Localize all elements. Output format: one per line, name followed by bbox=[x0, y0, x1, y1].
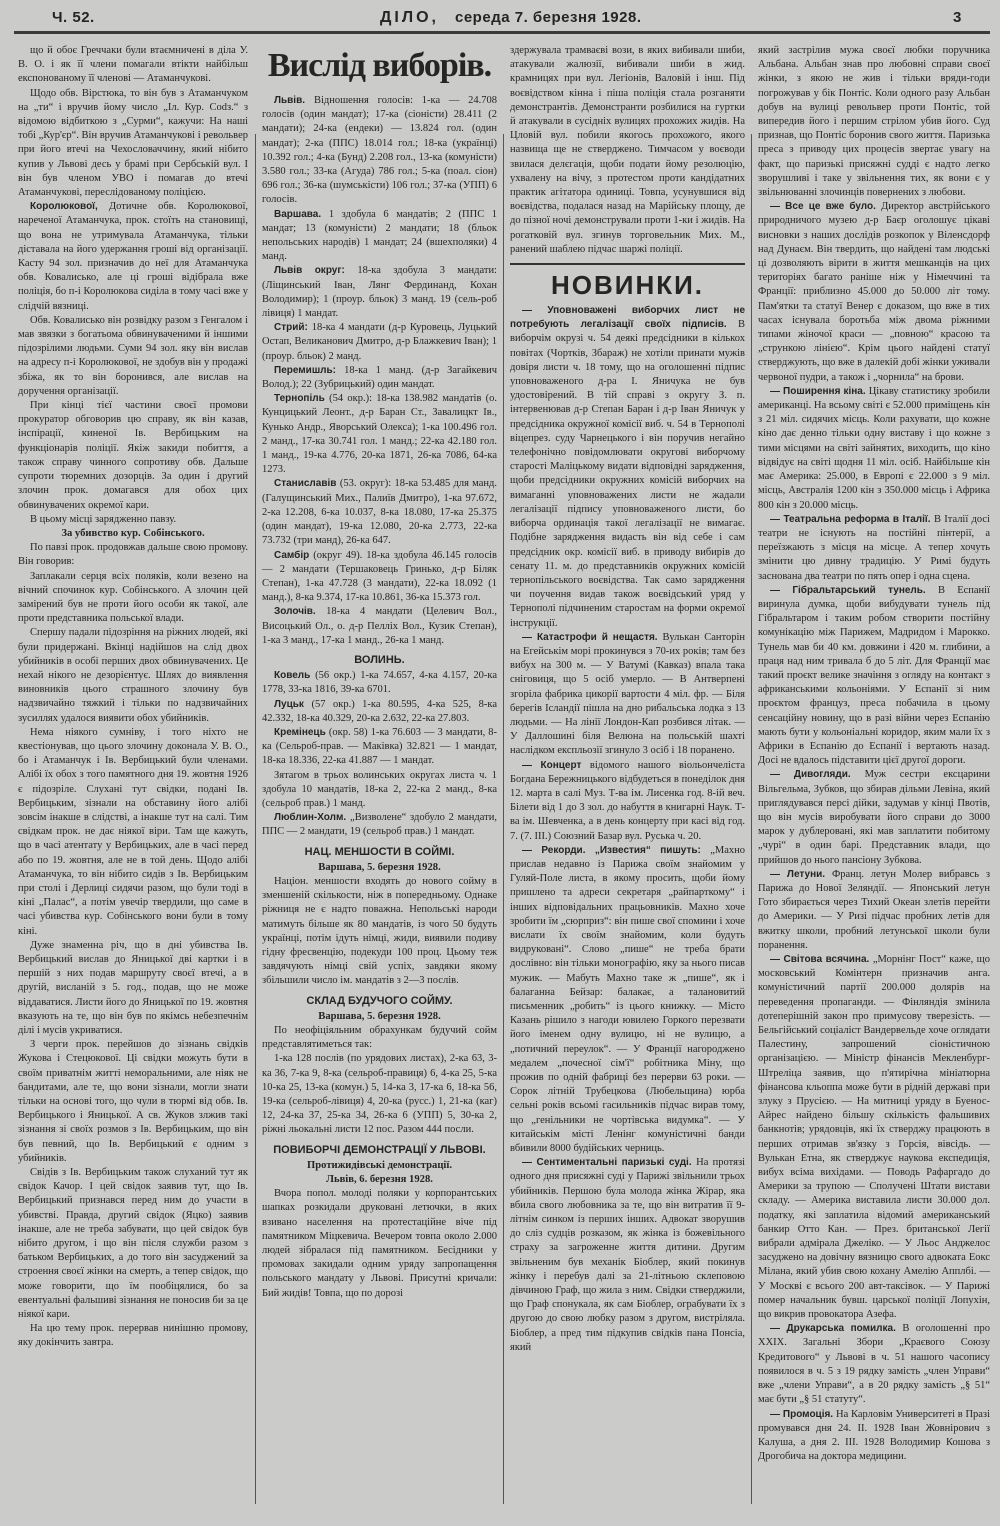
paragraph: По неофіціяльним обрахункам будучий сойм представлятиметься так: bbox=[262, 1025, 497, 1051]
paragraph-lead: Ковель bbox=[274, 670, 316, 682]
paragraph: — Сентиментальні паризькі суді. На протязі одного дня присяжні суді у Парижі звільнили трьох убийників. Першою була молода жінка Жірар, яка вбила свого любовника за те, що він витратив її 9-літнім синком із перших інших. Адвокат зворушив до сліз судців розказом, як жінка із божевільного страху за загроженне життя дитини. Другим звільненим був механік Біоблер, який покинув жінку і перебув далі за 21-літньою склеповою дівчиною Граф, що жила з ним. Свідки стверджили, що Граф спонукала, як сам Біоблер, ограбувати їх з другою до свою любку разом з другом, вистріляла. Біоблер, a пред тим підкупив свідків пана Понсіа, який bbox=[510, 1157, 746, 1353]
paragraph-lead: Луцьк bbox=[274, 698, 312, 710]
paragraph-lead: — Гібральтарський тунель. bbox=[770, 584, 939, 596]
article-heading: ПОВИБОРЧІ ДЕМОНСТРАЦІЇ У ЛЬВОВІ. bbox=[273, 1143, 486, 1156]
paragraph: — Світова всячина. „Морнінг Пост“ каже, що московський Комінтерн призначив анга. комуністичний партії 200.000 долярів на переведення пропаганди. — Фінляндія змінила дотеперішній закон про примусову тверезість. — Бельгійський соціаліст Вандервельде хоче оглядати Палестину, запрошений сіоністичною організацією. — Міністр фінансів Мекленбург-Штреліца заявив, що п'ятирічна мініатюрна фінансова кльоппа може бути в рідній державі при злуку з Прусією. — На митниці уряду в Буенос-Айрес найдено більшу скількість фальшивих банкнотів; урядовців, які їх стверджу працюють в перших отримав зв'язку з Горсія, вівсідь. — Вулькан Етна, як стверджує наукова експедиція, вибух всіма вихідами. — Поводь Рафаргадо до Америки за трупою — Сполучені Штати вистави складу. — Америка виставила листи 30.000 дол. податку, які заплатила відомий американський банкир Отто Кан. — През. британської Легії вибрали адмірала Джеліко. — У Льос Анджелос засуджено на довічну вязницю свого адвоката Еокс Мілана, який убив свою кохану Амелію Апплбі. — У Москві є всього 200 авт-таксівок. — У Парижі помер начальник бувш. царської поліції Лопухін, що викрив провокатора Азефа. bbox=[758, 954, 991, 1321]
paragraph-lead: Кремінець bbox=[274, 726, 329, 738]
paragraph: здержувала трамваєві вози, в яких вибивали шиби, атакували жалюзії, вибивали шиби в жид. крамницях при вул. Легіонів, Валовій і інш. Під воєвідством кінна і піша поліція стала розганяти демонстрантів. Демонстранти розбилися на гуртки й атакували в сусідніх вулицях прохожих жидів. На Цловій вул. побили якогось прохожого, якого назвища ще не стверджено. Тимчасом у воєводи звилася делєгація, щоби подати йому резолюцію, ухвалену на вічу, з протестом проти кандідатних практик агітатора одиниці. Товпа, усунувшися від воєвідства, подалася назад на Марійську площу, де до пізної ночі демонстрували проти 1-ки і жидів. На рогатковій вул. згинув торговельник Мих. М., ранений шаблею підчас шаржі поліції. bbox=[510, 45, 745, 255]
paragraph: Луцьк (57 окр.) 1-ка 80.595, 4-ка 525, 8-ка 42.332, 18-ка 40.329, 20-ка 2.632, 22-ка 27.803. bbox=[262, 698, 497, 724]
paragraph: — Поширення кіна. Цікаву статистику зробили американці. На всьому світі є 52.000 приміщень кін з 21 міл. сидячих місць. Коли рахувати, що кожне кіно дає денно тільки одну виставу і що кожне з тими місцями на світі зайнятих, виходить, що кіно відвідує на світі щодня 11 міл. осіб. Найбільше кін має Америка: 25.000, в Европі є 22.000 з 9 міл. місць, Австралія 1200 кін з 350.000 місць і Африка 800 кін з 20.000 місць. bbox=[758, 385, 990, 511]
paragraph: — Дивогляди. Муж сестри ексцарини Вільгельма, Зубков, що збирав дільми Левіна, який приглядувався персі дійки, задумав у кінці Пвотів, що він мусів виробувати його справи до 3000 марок у дублеровані, які мав заплатити побитому „чурі“ в один барі. Представник влади, що прийшов до нього пансіону Зубкова. bbox=[758, 769, 990, 866]
article-subheading: Варшава, 5. березня 1928. bbox=[318, 861, 441, 873]
paragraph-lead: — Промоція. bbox=[770, 1408, 836, 1420]
article-subheading: Варшава, 5. березня 1928. bbox=[318, 1010, 441, 1022]
paragraph-lead: Станиславів bbox=[274, 478, 340, 490]
paragraph-lead: — Дивогляди. bbox=[770, 769, 865, 781]
paragraph: На цю тему прок. перервав нинішню промову, яку докінчить завтра. bbox=[18, 1323, 248, 1349]
paragraph: — Рекорди. „Известия“ пишуть: „Махно прислав недавно із Парижа своїм знайомим у Гуляй-Поле листа, в якому просить, щоби йому пришлено та адреси секретаря „райпарткому“ і інших відповідальних працьовників. Махно хоче зробити їм „сюрприз“: він пише свої спомини і хоче вислати їх своїм знайомим, коли будуть видруковані“. Слово „пише“ не треба брати дослівно: він тільки монографію, яку за нього писав мужик. — Мабуть Махно таке ж „пише“, як і балаганна Бейзар: балакає, а талановитий письменник „робить“ із цього книжку. — Місто Казань рішило з нагоди ювилею Горкого перезвати його іменем одну вулицю, ні не вулицю, а „потичний переулок“. — У Франції нагороджено медалем „почесної сім'ї“ робітника Міну, що прожив по одній фабриці без перерви 63 роки. — Сорок літній Трубецкова (Любельщина) юрба сельні років всьомі гасильників підчас вирав тому, що „генільники не чортівська видумка“. — У китайськім місті Ленінг комуністичні банди вбивили 8000 будійських черниць. bbox=[510, 844, 745, 1155]
paragraph: Вчора попол. молоді поляки у корпорантських шапках розкидали друковані летючки, в яких взивано населення на протестаційне віче під памятником Міцкевича. Вечером товпа около 2.000 людей зібралася під памятником. Бесідники у промовах закидали одним уряду запропащення польського мандату у Львові. Присутні кричали: Бий жидів! Товпа, що по дорозі bbox=[262, 1188, 497, 1299]
paragraph-lead: — Концерт bbox=[522, 759, 590, 771]
paragraph: Львів. Відношення голосів: 1-ка — 24.708 голосів (один мандат); 17-ка (сіоністи) 28.411 (2 мандати); 24-ка (ендеки) — 13.824 гол. (один мандат); 2-ка (ППС) 18.014 гол.; 18-ка (українці) 10.392 гол.; 4-ка (Бунд) 2.208 гол., 13-ка (комуністи) 3.580 гол.; 33-ка (Агуда) 786 гол.; 5-ка (поал. сіон) 696 гол.; 36-ка (шумськісти) 106 гол.; 37-ка (УПП) 6 голосів. bbox=[262, 95, 498, 206]
paragraph-lead: — Світова всячина. bbox=[770, 954, 873, 965]
paragraph: Кремінець (окр. 58) 1-ка 76.603 — 3 мандати, 8-ка (Сельроб-прав. — Маківка) 32.821 — 1 мандат, 18-ка 18.336, 22-ка 41.887 — 1 мандат. bbox=[262, 726, 497, 767]
page-number: 3 bbox=[953, 9, 962, 26]
paragraph: — Промоція. На Карловім Университеті в Празі промувався дня 24. II. 1928 Іван Жовнірович з Калуша, а дня 2. III. 1928 Володимир Кошова з Дрогобича на доктора медицини. bbox=[758, 1408, 990, 1463]
paragraph: Тернопіль (54 окр.): 18-ка 138.982 мандатів (о. Кунцицький Леонт., д-р Баран Ст., Завалицкт Ів., Кунько Андр., Яворський Олекса); 1-ка 100.496 гол. 2 манд., 17-ка 30.741 гол. 1 манд.; 22-ка 42.180 гол. 1 манд., 19-ка 4.776, 20-ка 1871, 26-ка 7086, 64-ка 1273. bbox=[262, 393, 497, 476]
section-headline: НОВИНКИ. bbox=[510, 263, 745, 301]
article-heading: СКЛАД БУДУЧОГО СОЙМУ. bbox=[306, 994, 453, 1007]
paragraph: — Все це вже було. Директор австрійського природничого музею д-р Баєр оголошує цікаві висновки з наших дослідів розкопок у Віленсдорф над Дунаєм. Він твердить, що найдені там людські ці дозволяють вірити в життя мешканців на цих територіях багато раніше ніж у Німеччині та Франції: приблизно 45.000 до 50.000 літ тому. Пам'ятки та статуї Венер є доказом, що вже в тих часах існувала боротьба між двома ріжними типами жіночої краси — „повною“ красою та „стрункою лінією“. Крім цього найдені статуї стверджують, що вже в далекій добі жінки уживали червоної пудри, а також і „чорнила“ на брови. bbox=[758, 201, 991, 383]
paragraph-lead: Королюкової, bbox=[30, 201, 109, 213]
column-1 bbox=[18, 44, 248, 1351]
paragraph: Дуже знаменна річ, що в дні убивства Ів. Вербицький вислав до Яницької дві картки і в першій з них подав маршруту своєї втечі, а в другій, висланій з 5. год., подав, що не може віддаватися. Листи його до Яницької по 19. жовтня вказують на те, що він був по якімсь небезпечнім ділі і мусів укриватися. bbox=[18, 939, 248, 1037]
paragraph: Обв. Ковалисько він розвідку разом з Генгалом і мав звязки з богатьома обвинуваченими й іншими підозрілими людьми. Суми 94 зол. яку він вислав на адресу п-і Королюкової, не здобув він у продажі збіжа, як то він боронився, але вислав на доручення організації. bbox=[18, 314, 248, 397]
paragraph: — Катастрофи й нещастя. Вулькан Санторін на Егейськім морі прокинувся з 70-их років; там без вибух на 300 м. — У Ватумі (Кавказ) впала така сніговиця, що 5 осіб умерло. — В Антверпені згоріла фабрика цикорії вартости 4 міл. фр. — Біля берегів Ісландії пішла на дно рибальська лодка з 13 людьми. — На лінії Лондон-Кап розбився літак. — У Даллошині біля Велюна на польській шахті наслідком експльозії згинуло 3 осіб і 18 поранено. bbox=[510, 631, 745, 757]
paragraph: З черги прок. перейшов до зізнань свідків Жукова і Стецюкової. Ці свідки можуть бути в своїм приватнім житті неморальними, але ніяк не бандитами, але те, що вони зізнали, могли знати тільки на основі того, що чули в тюрмі від обв. Ів. Вербицького і Яницької. А св. Жуков злжив такі зізнання зі своїх розмов з Ів. Вербицьким, що він був певний, що Ів. Вербицький є одним з убийників. bbox=[18, 1039, 248, 1164]
column-divider bbox=[503, 134, 504, 1504]
paragraph-lead: Тернопіль bbox=[274, 393, 330, 405]
paragraph: Нема ніякого сумніву, і того ніхто не квестіонував, що цього злочину доконала У. В. О., бо і Атаманчук і Ів. Вербицький були членами. Алібі їх обох з того памятного дня 19. жовтня 1926 є підозріле. Слухані тут свідки, подані Ів. Вербицьким, зізнали на обставину його алібі зовсім інакше в слідстві, а інакше тут на салі. Тим свідкам прок. не дає ніякої віри. Там ще кажуть, що в часі атентату у Вербицьких, але в часі перед або по 19. жовтня, але не в той день. Щодо алібі Атаманчука, то він нібито сидів з Ів. Вербицьким при столі і Дерлиці сидячи разом, що були тоді в кіні „Палас“, а потім увечір твердили, що саме в часі убивства кур. Собінського вони були в тому кіні. bbox=[18, 726, 248, 937]
paragraph-lead: — Поширення кіна. bbox=[770, 385, 869, 397]
paragraph: — Друкарська помилка. В оголошенні про XXIX. Загальні Збори „Краєвого Союзу Кредитового“ у Львові в ч. 51 нашого часопису появилося в ч. 5 з 19 рядку замість „член Управи“ вже „члени Управи“, а в 20 рядку замість „§ 51“ має бути „§ 51 статуту“. bbox=[758, 1323, 990, 1406]
paragraph: Золочів. 18-ка 4 мандати (Целевич Вол., Висоцький Ол., о. д-р Пелліх Вол., Кузик Степан), 1-ка 3 манд., 17-ка 1 манд., 26-ка 1 манд. bbox=[262, 606, 497, 646]
paragraph-lead: — Летуни. bbox=[770, 868, 832, 880]
issue-date: середа 7. березня 1928. bbox=[455, 9, 642, 26]
paragraph: Спершу падали підозріння на ріжних людей, які були придержані. Вкінці надійшов на слід двох убийників в особі перших двох обвинувачених. Це нехай нікого не дезорієнтує. Шлях до виявлення виновників цього страшного злочину був надзвичайно тяжкий і тільки по надзвичайних зусиллях удалося виявити обох убийників. bbox=[18, 627, 248, 724]
newspaper-title: ДІЛО, bbox=[380, 9, 439, 26]
paragraph-lead: — Катастрофи й нещастя. bbox=[522, 631, 663, 643]
paragraph-lead: Золочів. bbox=[274, 606, 327, 618]
paragraph: Самбір (округ 49). 18-ка здобула 46.145 голосів — 2 мандати (Тершаковець Гринько, д-р Біляк Степан), 1-ка 47.728 (3 мандати), 22-ка 18.092 (1 манд.), 8-ка 9.374, 17-ка 10.861, 36-ка 15.373 гол. bbox=[262, 549, 497, 604]
paragraph: Свідів з Ів. Вербицьким також слуханий тут як свідок Качор. І цей свідок заявив тут, що Ів. Вербицький признався перед ним до участи в убивстві. Правда, другий свідок (Яцко) заявив інакше, але не треба забувати, що цей свідок був нібито другом, і що він після служби разом з батьком Вербицьких, а до того він засуджений за строення своєї жінки на смерть, а тепер свідок, що може говорити, що їм пообіцялися, бо за евентуальні фальшиві зізнання не поносив би за це ніякої кари. bbox=[18, 1167, 248, 1321]
article-subheading: Львів, 6. березня 1928. bbox=[326, 1174, 433, 1186]
paragraph: — Концерт відомого нашого віольончеліста Богдана Бережницького відбудеться в понеділок дня 12. марта в салі Муз. Т-ва ім. Лисенка год. 8-ій веч. Білети від 1 до 3 зол. до набуття в книгарні Наук. Т-ва ім. Шевченка, а в день концерту при касі від год. 7. (7. III.) Союзний Базар вул. Руська ч. 20. bbox=[510, 759, 745, 842]
paragraph-lead: Варшава. bbox=[274, 208, 329, 220]
paragraph: Націон. меншости входять до нового сойму в зменшеній скількости, ніж в попередньому. Однаке ріжниця не є надто поважна. Непольські народи матимуть більше як 80 мандатів, із чого 50 будуть українці, потім ідуть німці, жиди, виявили подиву гідну фресвенцію, подекуди 100 проц. Цьому теж завдячують німці свій успіх, завдяки якому збільшили число ім. мандатів з 2—3 послів. bbox=[262, 875, 497, 987]
paragraph: Заплакали серця всіх поляків, коли везено на вічний спочинок кур. Собінського. А злочин цей замірений був не проти його особи як такої, але проти представника польської влади. bbox=[18, 570, 248, 625]
column-divider bbox=[255, 134, 256, 1504]
paragraph: Щодо обв. Вірстюка, то він був з Атаманчуком на „ти“ і вручив йому число „Іл. Кур. Codз.“ з відомою відбиткою з „Сурми“, кажучи: На наші тобі „Кур'єр“. Він вручив Атаманчукові і револьвер при його втечі на Чехословаччину, який нібито купив у Львові десь у брамі при Сербській вул. І він був членом УВО і помагав до втечі Атаманчукові, переслідованому поліцією. bbox=[18, 87, 248, 199]
paragraph: — Уповноважені виборчих лист не потребують легалізації своїх підписів. В виборчім окрузі ч. 54 деякі предсідники в кількох повітах (Чортків, Збараж) не хотіли принати мужів довіря листи ч. 18 тому, що на оголошенні підпис уповноваженого д-ра І. Яничука не був удостовірений. В тій справі з округу З. п. інтервенював д-р Степан Баран і д-р Іван Яничук у предсідника окружної комісії виб. ч. 54 в Тернополі віцепрез. суду Чарнецького і він поручив негайно телефонічно повідомлювати округові виборчому старості Маліцькому видати відповідні зарядження, щоби предсідники окружних комісій виборчих на вимаганні уповноважених листи не жадали легалізації підпису уповноваженого листи, бо виборча ординація такої легалізації не вимагає. Подібне зарядження видасть він від себе і сам предсідник окр. комісії виб. в приводу вибирів до сенату 11. м. до представників окружних комісій тернопільського воєвідства. Так само зарядження чи поучення видав також воєвідський уряд у Тернополі підчиненим старостам на форми окремої інструкції. bbox=[510, 305, 745, 629]
paragraph: Станиславів (53. округ): 18-ка 53.485 для манд. (Галущинський Мих., Палиїв Дмитро), 1-ка 97.672, 2-ка 12.208, 6-ка 10.037, 8-ка 18.080, 17-ка 25.375 (один мандат), 19-ка 12.080, 20-ка 2.773, 22-ка 73.732 (три манд), 26-ка 647. bbox=[262, 478, 498, 547]
paragraph: Королюкової, Дотичне обв. Королюкової, нареченої Атаманчука, прок. стоїть на становищі, що вона не утримувала Атаманчука, тільки діставала на його удержання гроші від організації. Касту 94 зол. призначив до неї для Атаманчука обв. Ковалисько, але ці гроші відібрала вже поліція, бо п-і Королюкова сиділа в тому часі вже у слідчій вязниці. bbox=[18, 201, 248, 312]
paragraph: Львів округ: 18-ка здобула 3 мандати: (Ліщинський Іван, Лянг Фердинанд, Кохан Володимир); 1 (проур. бльок) 3 манд. 19 (сель-роб лівиця) 1 мандат. bbox=[262, 265, 497, 320]
paragraph-lead: Стрий: bbox=[274, 322, 312, 334]
paragraph: Люблин-Холм. „Визволене“ здобуло 2 мандати, ППС — 2 мандати, 19 (сельроб прав.) 1 мандат. bbox=[262, 812, 497, 838]
paragraph: Стрий: 18-ка 4 мандати (д-р Куровець, Луцький Остап, Великанович Дмитро, д-р Блажкевич Іван); 1 (проур. бльок) 2 манд. bbox=[262, 322, 497, 362]
paragraph: В цьому місці зарядженно павзу. bbox=[30, 513, 177, 525]
paragraph: який застрілив мужа своєї любки поручника Альбана. Альбан знав про любовні справи своєї жінки, з якою не жив і тільки вряди-годи погрожував у бік Понтіс. Коли одного разу Альбан добув на вулиці револьвер проти Понтіс, той випередив його і першим стрілом убив його. Суд признав, що Понтіс боронив свого життя. Паризька преса з приводу цих процесів звертає увагу на факт, що паризькі присяжні судді є надто легко зворушливі і таке у звільнення тих, як вони є у звільнюванні злочинців повернених з любови. bbox=[758, 45, 990, 199]
paragraph-lead: — Театральна реформа в Італії. bbox=[770, 513, 934, 525]
paragraph-lead: Перемишль: bbox=[274, 364, 345, 376]
paragraph: — Театральна реформа в Італії. В Італії досі театри не існують на постійні пінтерії, а переїзжають з місця на місце. А тепер хочуть змінити цю дивну традицію. У Римі будуть заснована два театри по пять опер і одна сцена. bbox=[758, 513, 990, 582]
article-heading: ВОЛИНЬ. bbox=[354, 653, 405, 666]
paragraph: Варшава. 1 здобула 6 мандатів; 2 (ППС 1 мандат; 13 (комуністи) 2 мандати; 18 (бльок непольських народів) 1 мандат; 24 (вшехполяки) 4 манд. bbox=[262, 208, 498, 263]
paragraph: — Гібральтарський тунель. В Еспанії виринула думка, щоби вибудувати тунель під Гібральтаром і таким робом створити постійну комунікацію між Парижем, Мадридом і Марокко. Тунель мав би 40 км. довжини і 420 м. глибини, а праця над ним тривала б до 5 літ. Для Франції має такий проєкт велике значіння з огляду на контакт з африканськими кольоніями. У Еспанії зі ним проєктом француз, преса побачила в цьому сенсаційну новину, що в разі війни через Еспанію мають бути у кольоніальні коридор, яким мали їх з Африки в Еспанію до Еспанії і вертають назад. Досі не вдалось підставити цієї другої дороги. bbox=[758, 584, 991, 767]
paragraph-lead: Самбір bbox=[274, 549, 314, 561]
paragraph-lead: — Сентиментальні паризькі суді. bbox=[522, 1157, 697, 1169]
paragraph: — Летуни. Франц. летун Молер вибравсь з Парижа до Нової Зеляндії. — Японський летун Гото збирається через Тихий Океан злетів перейти до Америки. — У Ризі підчас пробних летів для вжитку школи, пробний летунської школи були поранення. bbox=[758, 868, 990, 951]
paragraph-lead: Люблин-Холм. bbox=[274, 812, 351, 824]
column-4 bbox=[758, 44, 990, 1464]
paragraph-lead: — Рекорди. „Известия“ пишуть: bbox=[522, 844, 711, 856]
paragraph-lead: — Уповноважені виборчих лист не потребують легалізації своїх підписів. bbox=[510, 305, 745, 331]
paragraph: По павзі прок. продовжав дальше свою промову. Він говорив: bbox=[18, 542, 248, 568]
article-heading: НАЦ. МЕНШОСТИ В СОЙМІ. bbox=[304, 845, 455, 858]
header-rule bbox=[14, 31, 990, 34]
paragraph-lead: — Все це вже було. bbox=[770, 201, 882, 213]
section-headline: Вислід виборів. bbox=[267, 47, 492, 84]
column-3 bbox=[510, 44, 745, 1355]
paragraph-lead: Львів округ: bbox=[274, 265, 358, 277]
article-subheading: Протижидівські демонстрації. bbox=[307, 1159, 452, 1171]
paragraph: 1-ка 128 послів (по урядових листах), 2-ка 63, 3-ка 36, 7-ка 9, 8-ка (сельроб-правиця) 6, 4-ка 25, 5-ка 10-ка 25, 13-ка (комун.) 5, 14-ка 3, 17-ка 6, 18-ка 56, 19-ка (сельроб-лівиця) 4, 20-ка (русс.) 1, 21-ка (каг) 12, 24-ка 37, 25-ка 34, 26-ка 6 (УПП) 5, 30-ка 2, ріжні льокальні листи 12 пос. Разом 444 посли. bbox=[262, 1053, 497, 1136]
paragraph-lead: Львів. bbox=[274, 95, 314, 106]
paragraph: Перемишль: 18-ка 1 манд. (д-р Загайкевич Волод.); 22 (Зубрицький) один мандат. bbox=[262, 364, 498, 391]
article-subheading: За убивство кур. Собінського. bbox=[61, 527, 205, 539]
paragraph: Зятагом в трьох волинських округах листа ч. 1 здобула 10 мандатів, 18-ка 2, 22-ка 2 манд., 8-ка (сельроб прав.) 1 манд. bbox=[262, 769, 497, 809]
column-divider bbox=[751, 134, 752, 1504]
column-2 bbox=[262, 44, 497, 1301]
paragraph-lead: — Друкарська помилка. bbox=[770, 1323, 903, 1335]
paragraph: що й обоє Греччаки були втаємничені в діла У. В. О. і як її члени помагали втікти найбільш експонованому її членові — Атаманчукові. bbox=[18, 45, 248, 85]
masthead bbox=[0, 0, 1000, 40]
paragraph: При кінці тієї частини своєї промови прокуратор обговорив цю справу, як він казав, інспірації, киненої Ів. Вербицьким на функціонарів поліції. Якіж закиди побиття, а також справу чинного сопротиву обв. Дальше супроти тюремних дозорців. За один і другий злочин прок. домагався для обох цих обвинувачених окремої кари. bbox=[18, 400, 248, 511]
issue-number: Ч. 52. bbox=[52, 9, 95, 26]
paragraph: Ковель (56 окр.) 1-ка 74.657, 4-ка 4.157, 20-ка 1778, 33-ка 1816, 39-ка 6701. bbox=[262, 670, 497, 696]
